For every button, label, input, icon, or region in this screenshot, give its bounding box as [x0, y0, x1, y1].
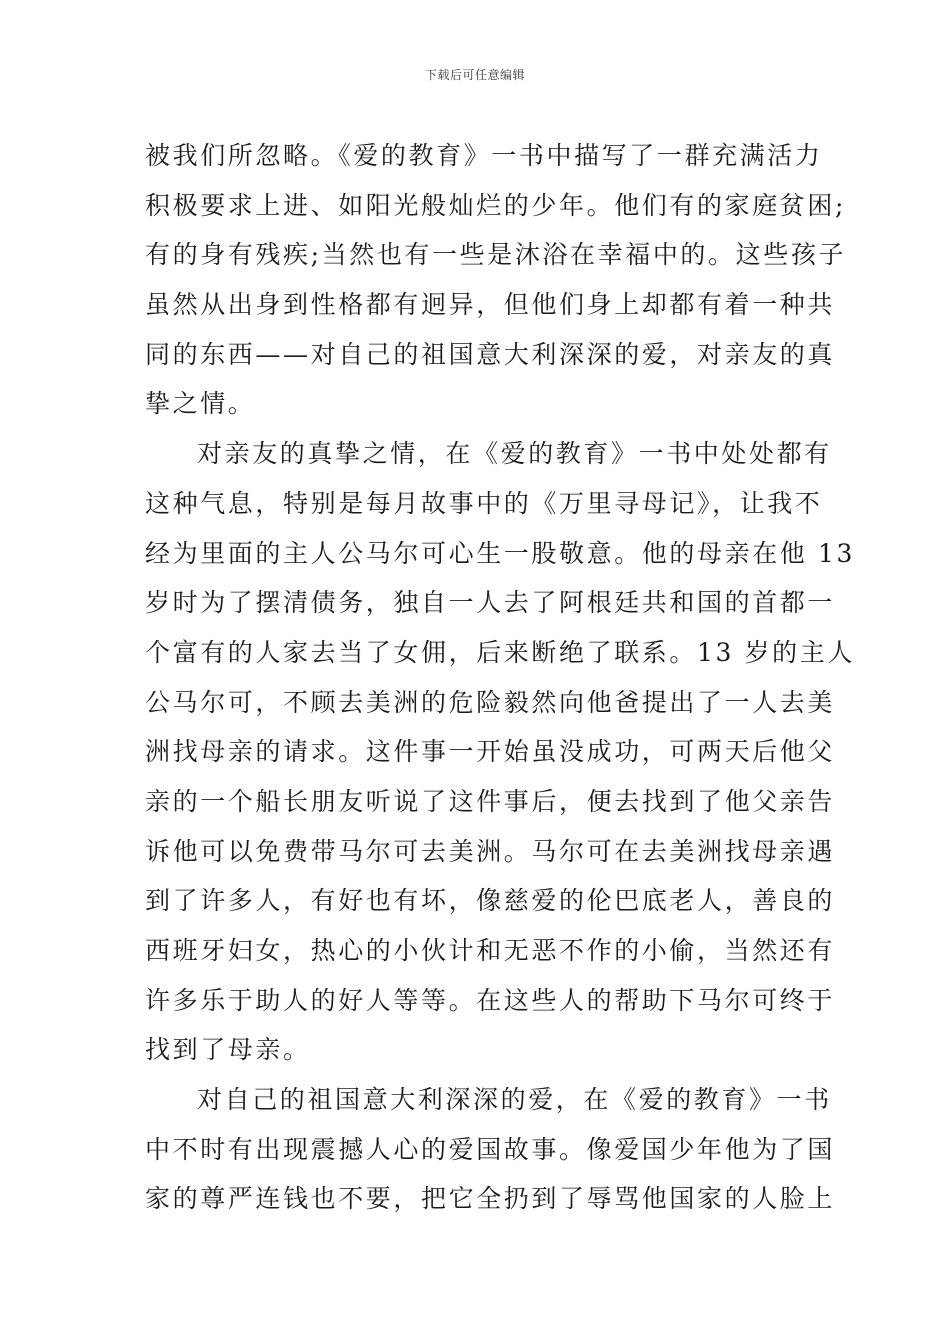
text-line: 对自己的祖国意大利深深的爱，在《爱的教育》一书	[197, 1085, 832, 1115]
text-line: 诉他可以免费带马尔可去美洲。马尔可在去美洲找母亲遇	[145, 836, 836, 866]
text-line: 被我们所忽略。《爱的教育》一书中描写了一群充满活力	[145, 141, 823, 170]
text-line: 个富有的人家去当了女佣，后来断绝了联系。13 岁的主人	[145, 637, 855, 667]
paragraph-2	[145, 429, 855, 1075]
text-line: 到了许多人，有好也有坏，像慈爱的伦巴底老人，善良的	[145, 886, 836, 916]
text-line: 公马尔可，不顾去美洲的危险毅然向他爸提出了一人去美	[145, 687, 836, 717]
paragraph-1	[145, 131, 847, 429]
text-line: 虽然从出身到性格都有迥异，但他们身上却都有着一种共	[145, 290, 836, 320]
text-line: 找到了母亲。	[145, 1035, 311, 1065]
text-line: 中不时有出现震撼人心的爱国故事。像爱国少年他为了国	[145, 1134, 836, 1164]
text-line: 洲找母亲的请求。这件事一开始虽没成功，可两天后他父	[145, 737, 836, 767]
text-line: 积极要求上进、如阳光般灿烂的少年。他们有的家庭贫困;	[145, 190, 847, 220]
text-line: 同的东西——对自己的祖国意大利深深的爱，对亲友的真	[145, 339, 836, 369]
header-note: 下载后可任意编辑	[424, 68, 525, 82]
text-line: 亲的一个船长朋友听说了这件事后，便去找到了他父亲告	[145, 786, 836, 816]
text-line: 许多乐于助人的好人等等。在这些人的帮助下马尔可终于	[145, 985, 836, 1015]
text-line: 挚之情。	[145, 389, 256, 419]
text-line: 对亲友的真挚之情，在《爱的教育》一书中处处都有	[197, 439, 832, 469]
body-text	[145, 131, 855, 1224]
text-line: 家的尊严连钱也不要，把它全扔到了辱骂他国家的人脸上	[145, 1184, 836, 1214]
text-line: 有的身有残疾;当然也有一些是沐浴在幸福中的。这些孩子	[145, 240, 847, 270]
text-line: 这种气息，特别是每月故事中的《万里寻母记》，让我不	[145, 488, 823, 518]
text-line: 西班牙妇女，热心的小伙计和无恶不作的小偷，当然还有	[145, 936, 836, 965]
text-line: 岁时为了摆清债务，独自一人去了阿根廷共和国的首都一	[145, 588, 836, 618]
paragraph-3	[145, 1075, 836, 1224]
text-line: 经为里面的主人公马尔可心生一股敬意。他的母亲在他 13	[145, 538, 855, 568]
